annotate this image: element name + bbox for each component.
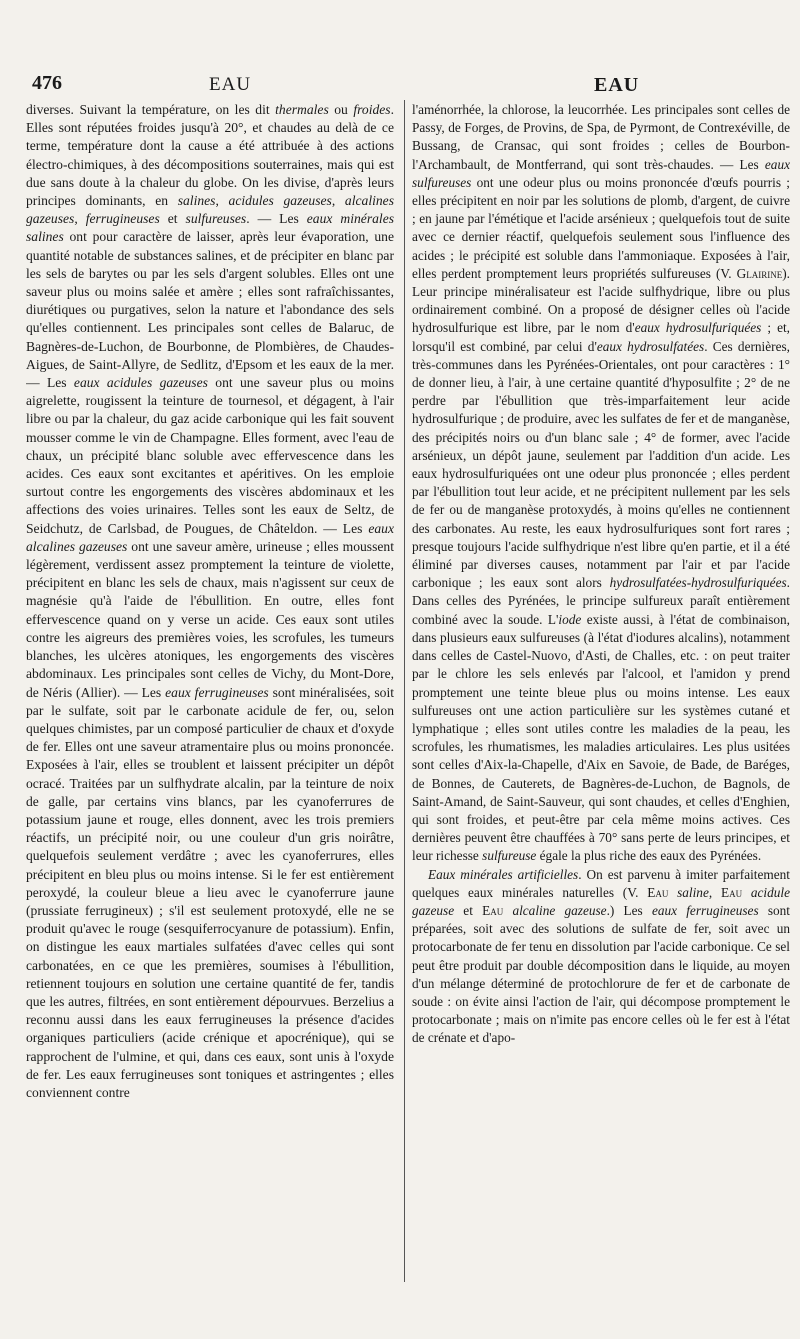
text-run: ont une odeur plus ou moins prononcée d'œufs pourris ; elles précipitent en noir par les solutions de plomb, d'argent, de cuivre ; en jaune par l'émétique et l'acide arsénieux ; quelquefois tout de suite avec ce dernier réactif, quelquefois seulement sous l'influence des acides ; le précipité est soluble dans l'ammoniaque. Exposées à l'air, elles perdent promptement leurs propriétés sulfureuses (V. (412, 174, 790, 281)
text-run: diverses. Suivant la température, on les dit (26, 102, 276, 117)
text-run: existe aussi, à l'état de combinaison, dans plusieurs eaux sulfureuses (à l'état d'iodures alcalins), notamment dans celles de Castel-Nuovo, d'Asti, de Challes, etc. : on peut traiter par le chlore les sels enlevés par l'alcool, et l'amidon y prend promptement une teinte bleue plus ou moins intense. Les eaux sulfureuses ont une action particulière sur les systèmes cutané et lymphatique ; elles sont utiles contre les maladies de la peau, les scrofules, les rhumatismes, les maladies articulaires. Les plus usitées sont celles d'Aix-la-Chapelle, d'Aix en Savoie, de Bade, de Baréges, de Bonnes, de Cauterets, de Bagnères-de-Luchon, de Bagnols, de Saint-Amand, de Saint-Sauveur, qui sont chaudes, et celles d'Enghien, qui sont froides, et peut-être par cela même moins actives. Ces dernières peuvent être chauffées à 70° sans perte de leurs principes, et leur richesse (412, 611, 790, 864)
text-run: ). Leur principe minéralisateur est l'acide sulfhydrique, libre ou plus ordinairement combiné. On a proposé de désigner celles où l'acide hydrosulfurique est libre, par le nom d' (412, 265, 790, 336)
italic-term: eaux hydrosulfuriquées (634, 320, 762, 336)
italic-term: eaux minérales salines (26, 211, 394, 245)
italic-term: sulfureuses (185, 211, 247, 227)
text-run: sont minéralisées, soit par le sulfate, soit par le carbonate acidule de fer, ou, selon quelques chimistes, par un composé particulier de chaux et d'oxyde de fer. Elles ont une saveur atramentaire plus ou moins prononcée. Exposées à l'air, elles se troublent et laissent précipiter un dépôt ocracé. Traitées par un sulfhydrate alcalin, par la teinture de noix de galle, par certains vins blancs, par les cyanoferrures de potassium jaune et rouge, elles donnent, avec les trois premiers réactifs, un précipité noir, ou une couleur d'un gris noirâtre, quelquefois seulement verdâtre ; avec les cyanoferrures, elles précipitent en bleu plus ou moins intense. Si le fer est entièrement peroxydé, la couleur bleue a lieu avec le cyanoferrure jaune (prussiate ferrugineux) ; s'il est seulement protoxydé, elle ne se produit qu'avec le rouge (sesquiferrocyanure de potassium). Enfin, on distingue les eaux martiales sulfatées d'avec celles qui sont carbonatées, en ce que les premières, soumises à l'ébullition, retiennent toujours en solution une certaine quantité de fer, tandis que les autres, filtrées, en sont entièrement dépourvues. Berzelius a reconnu aussi dans les eaux ferrugineuses la présence d'acides organiques particuliers (acide crénique et apocrénique), qui se rapprochent de l'ulmine, et qui, dans ces eaux, sont unis à l'oxyde de fer. Les eaux ferrugineuses sont toniques et astringentes ; elles conviennent contre (26, 684, 394, 1100)
text-run: . Ces dernières, très-communes dans les Pyrénées-Orientales, ont pour caractères : 1° de donner lieu, à l'air, à une certaine quantité d'hyposulfite ; 2° de ne perdre par l'ébullition que très-imparfaitement leur acide hydrosulfurique ; de produire, avec les sulfates de fer et de manganèse, des précipités noirs ou d'un blanc sale ; 4° de former, avec l'acide arsénieux, un dépôt jaune, seulement par l'addition d'un acide. Les eaux hydrosulfuriquées ont une odeur plus prononcée ; elles perdent par l'ébullition tout leur acide, et ne précipitent nullement par les sels de fer ou de manganèse protoxydés, à moins qu'elles ne contiennent des carbonates. Au reste, les eaux hydrosulfuriques sont fort rares ; presque toujours l'acide sulfhydrique n'est libre qu'en partie, et il a été éliminé par diverses causes, notamment par l'air et par l'acide carbonique ; les eaux sont alors (412, 338, 790, 591)
text-run: , (215, 193, 229, 209)
text-run: ou (328, 102, 354, 117)
italic-term: eaux alcalines gazeuses (26, 520, 394, 554)
page-number: 476 (32, 72, 62, 94)
text-run: , (708, 884, 721, 900)
text-run (668, 885, 677, 900)
text-run: ont une saveur amère, urineuse ; elles moussent légèrement, verdissent assez promptement la teinture de violette, précipitent en blanc les sels de chaux, mais n'agissent sur ceux de magnésie qu'à l'aide de l'ébullition. En outre, elles font effervescence quand on y verse un acide. Ces eaux sont utiles contre les aigreurs des premières voies, les scrofules, les tumeurs blanches, les ulcères atoniques, les engorgements des viscères abdominaux. Les principales sont celles de Vichy, du Mont-Dore, de Néris (Allier). — Les (26, 538, 394, 700)
italic-term: ferrugineuses (85, 211, 160, 227)
text-run: et (454, 902, 483, 918)
italic-term: alcalines gazeuses (26, 193, 394, 227)
column-divider (404, 100, 405, 1282)
text-run: ont une saveur plus ou moins aigrelette, rougissent la teinture de tournesol, et dégagent, à l'air libre ou par la chaleur, du gaz acide carbonique qui les fait souvent mousser comme le vin de Champagne. Elles forment, avec l'eau de chaux, un précipité blanc soluble avec effervescence dans les acides. Ces eaux sont excitantes et apéritives. On les emploie surtout contre les engorgements des viscères abdominaux et les affections des voies urinaires. Telles sont les eaux de Seltz, de Seidchutz, de Carlsbad, de Pougues, de Châteldon. — Les (26, 375, 394, 536)
small-caps-term: Eau (720, 884, 743, 900)
text-run: et (159, 211, 186, 227)
italic-term: sulfureuse (482, 848, 537, 864)
left-column-paragraph (26, 101, 394, 1102)
text-run: .) Les (606, 902, 652, 918)
text-run: ; et, lorsqu'il est combiné, par celui d' (412, 320, 790, 354)
italic-term: eaux acidules gazeuses (73, 375, 208, 391)
italic-term: acidule gazeuse (412, 884, 790, 918)
page-header (24, 68, 788, 98)
italic-term: eaux sulfureuses (412, 156, 790, 190)
right-column-paragraph-1 (412, 101, 790, 866)
running-head-left: EAU (209, 74, 252, 95)
italic-term: froides (353, 102, 391, 117)
text-run: , (331, 193, 345, 209)
italic-term: thermales (275, 102, 329, 117)
text-run: sont préparées, soit avec des solutions de sulfate de fer, soit avec un protocarbonate de fer tenu en dissolution par l'acide carbonique. Ce sel peut être produit par double décomposition dans le liquide, au moyen d'un mélange déterminé de protochlorure de fer et de carbonate de soude : on évite ainsi l'action de l'air, qui décompose promptement le protocarbonate ; mais on n'imite pas encore celles où le fer est à l'état de crénate et d'apo- (412, 902, 790, 1046)
text-run: . Elles sont réputées froides jusqu'à 20°, et chaudes au delà de ce terme, température dont la cause a été attribuée à des actions électro-chimiques, à des décompositions souterraines, mais qui est due sans doute à la chaleur du globe. On les divise, d'après leurs principes dominants, en (26, 102, 394, 209)
text-run: . Dans celles des Pyrénées, le principe sulfureux paraît entièrement combiné avec la soude. L' (412, 575, 790, 627)
text-run: égale la plus riche des eaux des Pyrénées. (536, 848, 762, 864)
right-column (412, 101, 790, 1293)
italic-term: hydrosulfatées-hydrosulfuriquées (609, 575, 787, 591)
small-caps-term: Eau (647, 884, 669, 900)
text-run: . — Les (246, 211, 307, 227)
italic-term: eaux ferrugineuses (651, 902, 759, 918)
italic-term: saline (677, 884, 709, 900)
text-run: . On est parvenu à imiter parfaitement quelques eaux minérales naturelles (V. (412, 866, 790, 900)
italic-term: Eaux minérales artificielles (428, 866, 579, 882)
text-run (742, 885, 751, 900)
italic-term: alcaline gazeuse (512, 902, 607, 918)
italic-term: iode (558, 611, 582, 627)
text-run: , (74, 211, 86, 227)
running-head-right: EAU (594, 74, 640, 96)
right-column-paragraph-2 (412, 866, 790, 1048)
italic-term: eaux hydrosulfatées (596, 338, 705, 354)
small-caps-term: Eau (482, 902, 504, 918)
small-caps-term: Glairine (736, 265, 783, 281)
italic-term: eaux ferrugineuses (165, 684, 269, 700)
text-run: ont pour caractère de laisser, après leur évaporation, une quantité notable de substances salines, et de précipiter en blanc par les sels de barytes ou par les sels d'argent solubles. Elles ont une saveur plus ou moins salée et amère ; elles sont rafraîchissantes, diurétiques ou purgatives, selon la nature et l'abondance des sels qu'elles contiennent. Les principales sont celles de Balaruc, de Bagnères-de-Luchon, de Bourbonne, de Plombières, de Chaudes-Aigues, de Saint-Allyre, de Sedlitz, d'Epsom et les eaux de la mer. — Les (26, 229, 394, 391)
italic-term: salines (177, 193, 216, 209)
italic-term: acidules gazeuses (228, 193, 332, 209)
text-run: l'aménorrhée, la chlorose, la leucorrhée. Les principales sont celles de Passy, de Forges, de Provins, de Spa, de Pyrmont, de Contrexéville, de Bussang, de Cransac, qui sont froides ; celles de Bourbon-l'Archambault, de Montferrand, qui sont très-chaudes. — Les (412, 102, 790, 172)
left-column (26, 101, 394, 1293)
